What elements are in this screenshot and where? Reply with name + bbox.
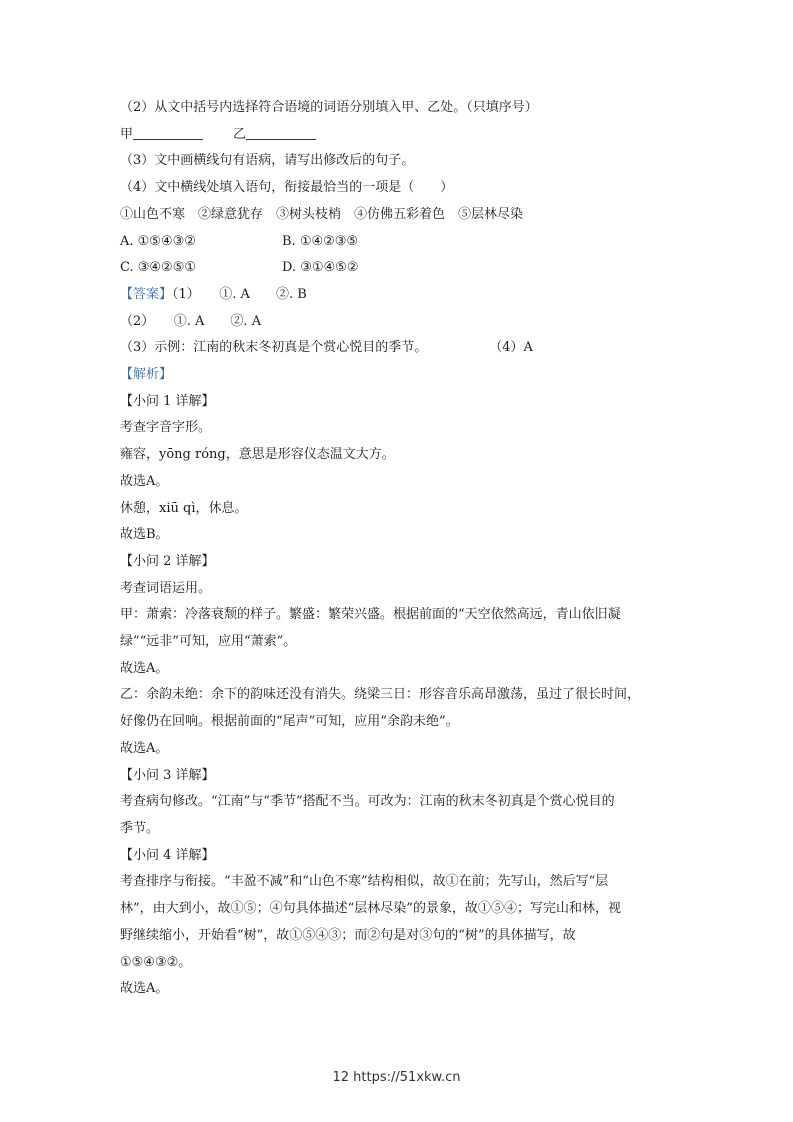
sub2-line-5: 乙：余韵未绝：余下的韵味还没有消失。绕梁三日：形容音乐高昂激荡，虽过了很长时间，: [120, 687, 641, 703]
sub2-line-7: 故选A。: [120, 740, 169, 756]
sub1-line-5: 故选B。: [120, 527, 169, 543]
sub3-line-2: 季节。: [120, 820, 160, 836]
sub1-line-1: 考查字音字形。: [120, 420, 212, 436]
answer-3: （3）示例：江南的秋末冬初真是个赏心悦目的季节。: [120, 340, 428, 356]
question-4: （4）文中横线处填入语句，衔接最恰当的一项是（ ）: [120, 180, 454, 196]
question-2: （2）从文中括号内选择符合语境的词语分别填入甲、乙处。（只填序号）: [120, 100, 538, 115]
sub4-line-4: ①⑤④③②。: [120, 954, 192, 970]
sub1-line-3: 故选A。: [120, 473, 169, 489]
blank-jia: [133, 125, 203, 140]
sub3-line-1: 考查病句修改。“江南”与“季节”搭配不当。可改为：江南的秋末冬初真是个赏心悦目的: [120, 794, 615, 810]
sub1-line-2: 雍容，yōng róng，意思是形容仪态温文大方。: [120, 447, 395, 463]
fill-blanks-line: [120, 122, 680, 149]
answer-4: （4）A: [489, 340, 533, 356]
sub4-line-3: 野继续缩小，开始看“树”，故①⑤④③；而②句是对③句的“树”的具体描写，故: [120, 927, 576, 943]
sub2-title: 【小问 2 详解】: [120, 553, 215, 569]
document-body: [120, 95, 680, 1003]
blank-yi-label: 乙: [233, 126, 247, 142]
choice-b: B. ①④②③⑤: [282, 233, 359, 249]
sub4-line-5: 故选A。: [120, 981, 169, 997]
sub4-title: 【小问 4 详解】: [120, 847, 215, 863]
answer-tag: 【答案】: [120, 286, 173, 302]
sub4-line-2: 林”，由大到小，故①⑤；④句具体描述“层林尽染”的景象，故①⑤④；写完山和林，视: [120, 901, 621, 917]
sub3-title: 【小问 3 详解】: [120, 767, 215, 783]
choices-row-1: [120, 229, 680, 256]
question-3: （3）文中画横线句有语病，请写出修改后的句子。: [120, 153, 415, 169]
sub4-line-1: 考查排序与衔接。“丰盈不减”和“山色不寒”结构相似，故①在前；先写山，然后写“层: [120, 874, 609, 890]
sub2-line-4: 故选A。: [120, 660, 169, 676]
sub2-line-3: 绿”“远非”可知，应用“萧索”。: [120, 634, 297, 650]
choice-c: C. ③④②⑤①: [120, 260, 197, 276]
sub1-line-4: 休憩，xiū qì，休息。: [120, 500, 248, 516]
analysis-tag: 【解析】: [120, 367, 173, 383]
sub1-title: 【小问 1 详解】: [120, 393, 215, 409]
sub2-line-6: 好像仍在回响。根据前面的“尾声”可知，应用“余韵未绝”。: [120, 714, 459, 730]
answer-line-1: [120, 282, 680, 309]
answer-line-3: [120, 335, 680, 362]
choices-row-2: [120, 255, 680, 282]
answer-line-2: （2） ①. A ②. A: [120, 313, 262, 329]
sub2-line-1: 考查词语运用。: [120, 580, 212, 596]
answer-1: （1） ①. A ②. B: [172, 286, 307, 302]
sub2-line-2: 甲：萧索：冷落衰颓的样子。繁盛：繁荣兴盛。根据前面的“天空依然高远，青山依旧凝: [120, 607, 621, 623]
blank-yi: [246, 125, 316, 140]
options-line: ①山色不寒 ②绿意犹存 ③树头枝梢 ④仿佛五彩着色 ⑤层林尽染: [120, 206, 524, 222]
choice-a: A. ①⑤④③②: [120, 233, 196, 249]
page-footer: 12 https://51xkw.cn: [332, 1070, 461, 1085]
choice-d: D. ③①④⑤②: [282, 260, 359, 276]
blank-jia-label: 甲: [120, 126, 134, 142]
